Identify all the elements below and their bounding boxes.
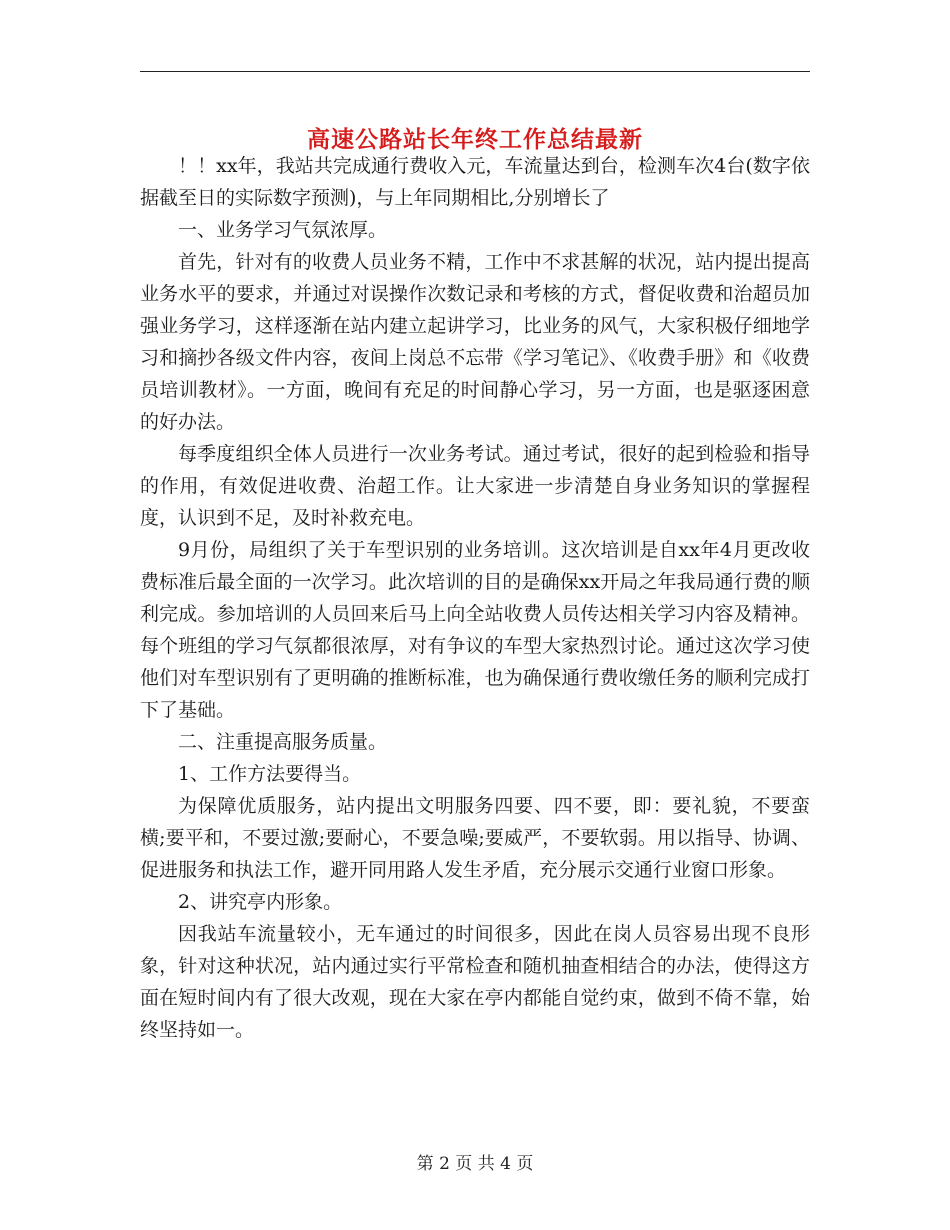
subsection-heading: 2、讲究亭内形象。 [178, 891, 343, 913]
paragraph: ！！xx年，我站共完成通行费收入元，车流量达到台，检测车次4台(数字依据截至日的实际数字预测)，与上年同期相比,分别增长了 [140, 155, 810, 209]
document-body [140, 150, 810, 1046]
subsection-heading: 1、工作方法要得当。 [178, 763, 362, 785]
paragraph: 首先，针对有的收费人员业务不精，工作中不求甚解的状况，站内提出提高业务水平的要求，并通过对误操作次数记录和考核的方式，督促收费和治超员加强业务学习，这样逐渐在站内建立起讲学习，比业务的风气，大家积极仔细地学习和摘抄各级文件内容，夜间上岗总不忘带《学习笔记》、《收费手册》和《收费员培训教材》。一方面，晚间有充足的时间静心学习，另一方面，也是驱逐困意的好办法。 [140, 251, 810, 433]
section-heading: 二、注重提高服务质量。 [178, 731, 388, 753]
paragraph: 为保障优质服务，站内提出文明服务四要、四不要，即：要礼貌，不要蛮横;要平和，不要过激;要耐心，不要急噪;要威严，不要软弱。用以指导、协调、促进服务和执法工作，避开同用路人发生矛盾，充分展示交通行业窗口形象。 [140, 795, 810, 881]
document-title: 高速公路站长年终工作总结最新 [307, 126, 643, 154]
paragraph: 9月份，局组织了关于车型识别的业务培训。这次培训是自xx年4月更改收费标准后最全面的一次学习。此次培训的目的是确保xx开局之年我局通行费的顺利完成。参加培训的人员回来后马上向全站收费人员传达相关学习内容及精神。每个班组的学习气氛都很浓厚，对有争议的车型大家热烈讨论。通过这次学习使他们对车型识别有了更明确的推断标准，也为确保通行费收缴任务的顺利完成打下了基础。 [140, 539, 810, 721]
paragraph: 因我站车流量较小，无车通过的时间很多，因此在岗人员容易出现不良形象，针对这种状况，站内通过实行平常检查和随机抽查相结合的办法，使得这方面在短时间内有了很大改观，现在大家在亭内都能自觉约束，做到不倚不靠，始终坚持如一。 [140, 923, 810, 1041]
page-number: 第 2 页 共 4 页 [416, 1154, 534, 1174]
section-heading: 一、业务学习气氛浓厚。 [178, 219, 388, 241]
paragraph: 每季度组织全体人员进行一次业务考试。通过考试，很好的起到检验和指导的作用，有效促进收费、治超工作。让大家进一步清楚自身业务知识的掌握程度，认识到不足，及时补救充电。 [140, 443, 810, 529]
header-rule [140, 71, 810, 72]
